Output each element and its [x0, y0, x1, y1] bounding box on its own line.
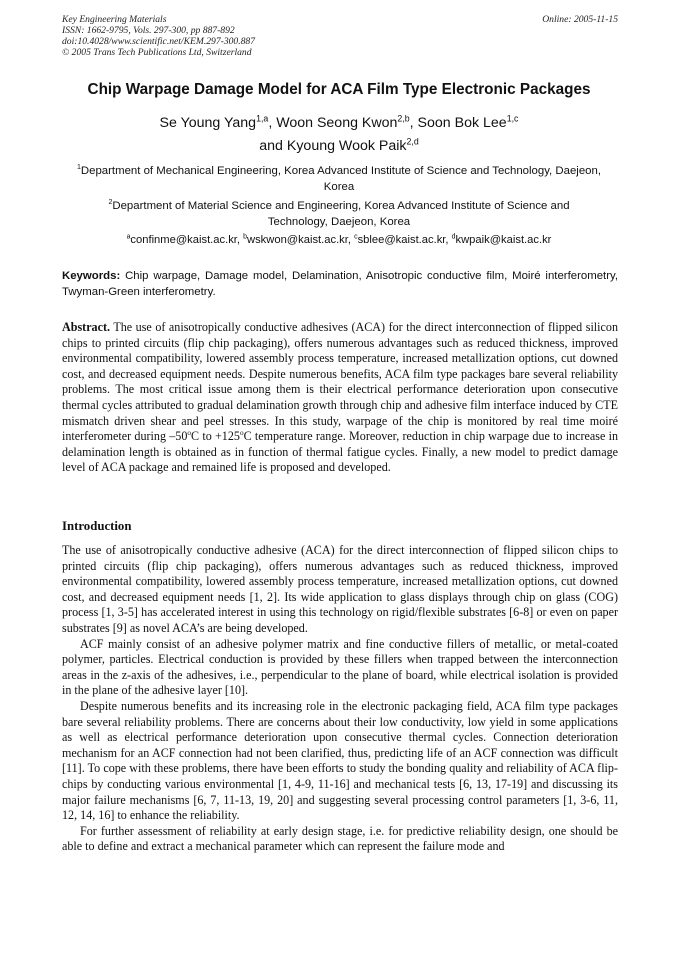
email-superscript: b [243, 233, 247, 241]
email-superscript: a [126, 233, 131, 241]
author-superscript: 1,a [256, 113, 269, 124]
abstract-label: Abstract. [62, 320, 111, 334]
keywords-block [62, 269, 618, 300]
copyright-line: © 2005 Trans Tech Publications Ltd, Switzerland [62, 47, 252, 58]
author-superscript: 2,d [406, 136, 419, 147]
author-line-2 [40, 135, 638, 157]
abstract-text: C to +125 [191, 429, 240, 444]
affiliation-text: Department of Material Science and Engineering, Korea Advanced Institute of Science and Technology, Daejeon, Korea [112, 200, 570, 228]
paragraph: Despite numerous benefits and its increasing role in the electronic packaging field, ACA film type packages bare several reliability problems. There are concerns about their low conductivity, low yield in some applications as well as electrical performance deterioration upon consecutive thermal cycles. Connection deterioration mechanism for an ACF connection had not been clarified, thus, predicting life of an ACF connection was difficult [11]. To cope with these problems, there have been efforts to study the bonding quality and reliability of ACA flip-chips by conducting various environmental [1, 4-9, 11-16] and mechanical tests [6, 13, 17-19] and discussing its major failure mechanisms [6, 7, 11-13, 19, 20] and suggesting several processing control parameters [1, 3-6, 11, 12, 14, 16] to enhance the reliability. [62, 698, 618, 823]
online-date: Online: 2005-11-15 [542, 14, 618, 25]
keywords-label: Keywords: [62, 270, 121, 282]
doi-line: doi:10.4028/www.scientific.net/KEM.297-300.887 [62, 36, 256, 47]
author-superscript: 2,b [397, 113, 410, 124]
email-superscript: d [451, 233, 456, 241]
degree-symbol: o [187, 429, 192, 438]
affiliation-2 [80, 199, 598, 230]
author-name: Woon Seong Kwon [276, 115, 398, 131]
email-address: kwpaik@kaist.ac.kr [455, 234, 552, 246]
affiliation-1 [70, 164, 608, 195]
paragraph: The use of anisotropically conductive adhesive (ACA) for the direct interconnection of flipped silicon chips to printed circuits (flip chip packaging), offers numerous advantages such as reduced thickness, improved environmental compatibility, lowered assembly process temperature, increased metallization options, cut downed cost, and decreased equipment needs [1, 2]. Its wide application to glass displays through chip on glass (COG) process [1, 3-5] has accelerated interest in using this technology on rigid/flexible substrates [6-8] or even on paper substrates [9] as novel ACA’s are being developed. [62, 543, 618, 635]
email-address: confinme@kaist.ac.kr, [130, 234, 244, 246]
author-emails [40, 234, 638, 246]
paragraph: For further assessment of reliability at early design stage, i.e. for predictive reliability design, one should be able to define and extract a mechanical parameter which can represent the failure mode and [62, 823, 618, 854]
author-name: Soon Bok Lee [417, 115, 507, 131]
paragraph: ACF mainly consist of an adhesive polymer matrix and fine conductive fillers of metallic, or metal-coated polymer, particles. Electrical conduction is provided by these fillers when trapped between the interconnection areas in the z-axis of the adhesives, i.e., perpendicular to the plane of board, while electrical isolation is provided in the plane of the adhesive layer [10]. [62, 636, 618, 698]
email-superscript: c [354, 233, 358, 241]
email-address: sblee@kaist.ac.kr, [357, 234, 452, 246]
author-line-1: Se Young Yang$^{1,a}$, Woon Seong Kwon$^{2,b}$, Soon Bok Lee$^{1,c}$ [159, 113, 519, 131]
paper-title: Chip Warpage Damage Model for ACA Film Type Electronic Packages [87, 81, 591, 98]
section-heading-introduction: Introduction [62, 519, 132, 533]
email-address: wskwon@kaist.ac.kr, [247, 234, 355, 246]
author-name: Kyoung Wook Paik [286, 138, 407, 154]
affiliation-text: Department of Mechanical Engineering, Korea Advanced Institute of Science and Technology, Daejeon, Korea [80, 165, 601, 193]
degree-symbol: o [239, 429, 244, 438]
author-name: Se Young Yang [159, 115, 257, 131]
abstract-text: C temperature range. Moreover, reduction in chip warpage due to increase in delamination length is obtained as in function of thermal fatigue cycles. Finally, a new model to predict damage level of ACA package and remained life is proposed and developed. [62, 429, 618, 475]
introduction-body [62, 543, 618, 855]
issn-line: ISSN: 1662-9795, Vols. 297-300, pp 887-892 [62, 25, 235, 36]
journal-header [62, 14, 618, 58]
abstract-text: The use of anisotropically conductive adhesives (ACA) for the direct interconnection of flipped silicon chips to printed circuits (flip chip packaging), offers numerous advantages such as reduced thickness, improved environmental compatibility, lowered assembly process temperature, increased metallization options, cut downed cost, and decreased equipment needs. Despite numerous benefits, ACA film type packages bare several reliability problems. The most critical issue among them is their electrical performance deterioration upon consecutive thermal cycles attributed to gradual delamination growth through chip and adhesive film interface induced by CTE mismatch driven shear and peel stresses. In this study, warpage of the chip is monitored by real time moiré interferometer during –50 [62, 320, 618, 444]
author-conjunction: and [259, 138, 287, 154]
journal-name: Key Engineering Materials [62, 14, 167, 25]
author-superscript: 1,c [506, 113, 519, 124]
keywords-text: Chip warpage, Damage model, Delamination, Anisotropic conductive film, Moiré interferometry, Twyman-Green interferometry. [62, 270, 618, 298]
affiliation-number: 1 [76, 164, 81, 172]
affiliation-number: 2 [108, 199, 113, 207]
abstract-block [62, 320, 618, 476]
